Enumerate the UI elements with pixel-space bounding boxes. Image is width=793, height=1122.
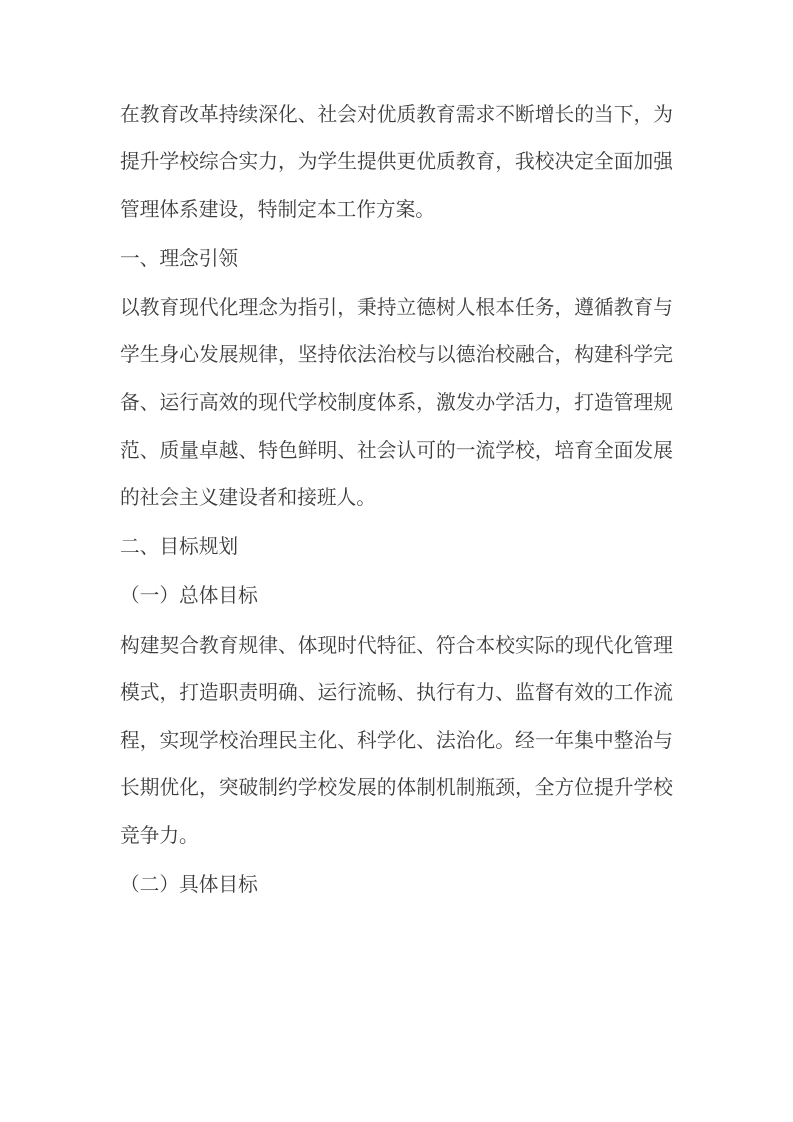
sub-heading-overall-goal: （一）总体目标	[120, 585, 258, 608]
section-heading-1: 一、理念引领	[120, 247, 239, 270]
intro-paragraph: 在教育改革持续深化、社会对优质教育需求不断增长的当下，为提升学校综合实力，为学生提供更优质教育，我校决定全面加强管理体系建设，特制定本工作方案。	[120, 103, 673, 221]
sub-heading-specific-goal: （二）具体目标	[120, 874, 258, 896]
body-paragraph-concept: 以教育现代化理念为指引，秉持立德树人根本任务，遵循教育与学生身心发展规律，坚持依法治校与以德治校融合，构建科学完备、运行高效的现代学校制度体系，激发办学活力，打造管理规范、质量卓越、特色鲜明、社会认可的一流学校，培育全面发展的社会主义建设者和接班人。	[120, 296, 673, 510]
section-heading-2: 二、目标规划	[120, 536, 239, 559]
body-paragraph-overall-goal: 构建契合教育规律、体现时代特征、符合本校实际的现代化管理模式，打造职责明确、运行流畅、执行有力、监督有效的工作流程，实现学校治理民主化、科学化、法治化。经一年集中整治与长期优化，突破制约学校发展的体制机制瓶颈，全方位提升学校竞争力。	[120, 634, 673, 847]
